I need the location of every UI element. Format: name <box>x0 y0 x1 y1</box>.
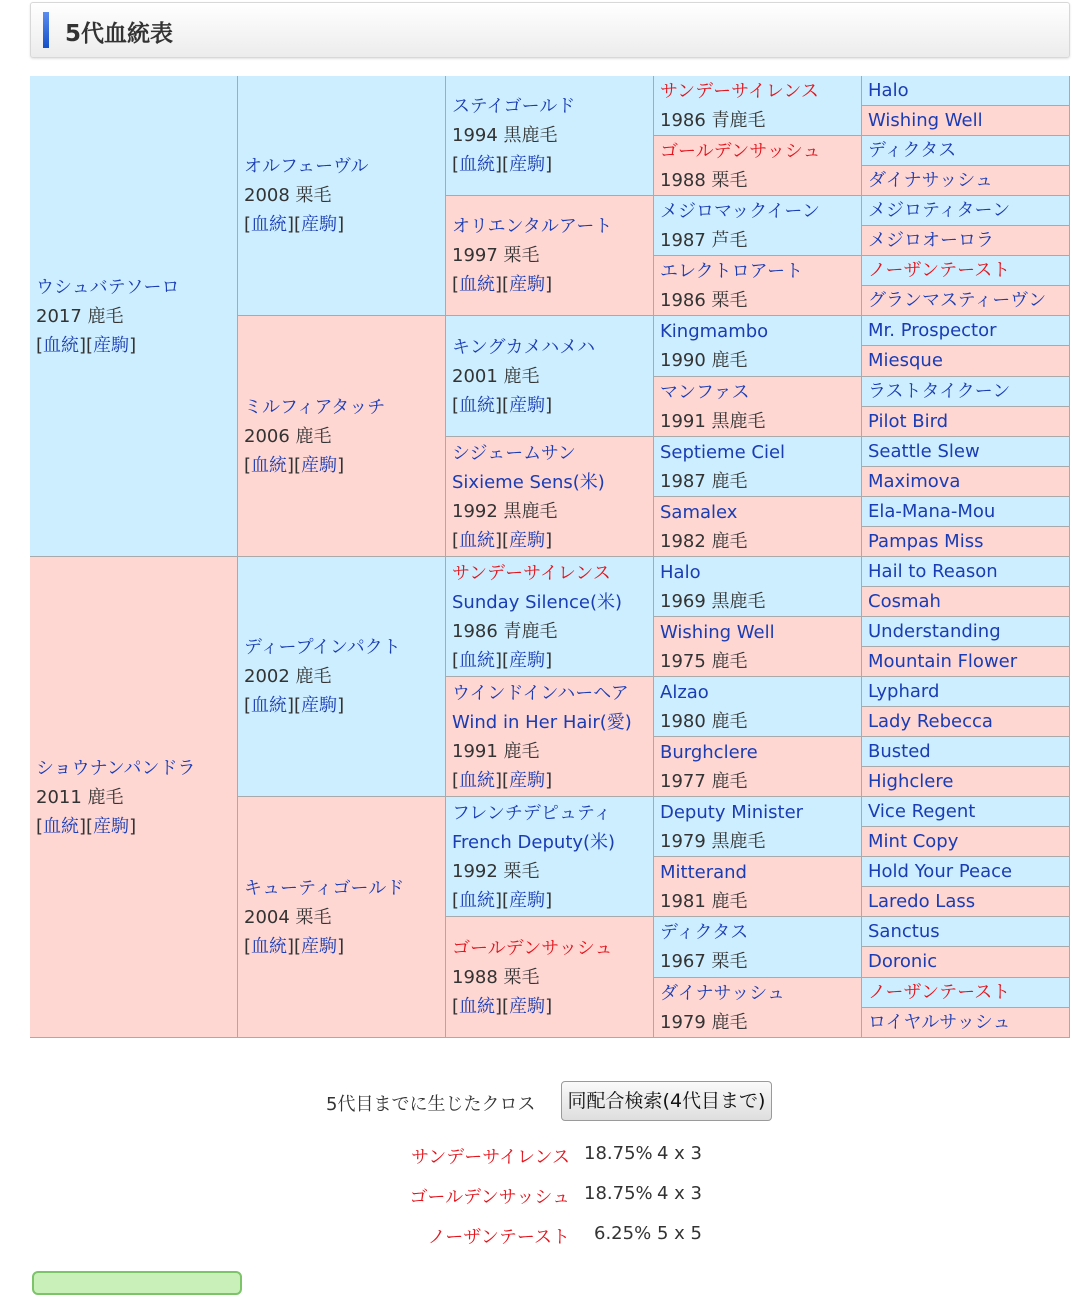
pedigree-cell-g5 <box>862 286 1070 316</box>
pedigree-cell-g5 <box>862 617 1070 647</box>
horse-year-coat: 1990 鹿毛 <box>660 350 748 371</box>
horse-name-link[interactable]: Hold Your Peace <box>868 861 1013 882</box>
pedigree-cell-g1 <box>30 557 238 1038</box>
horse-links: [血統][産駒] <box>36 815 137 837</box>
pedigree-cell-g5 <box>862 737 1070 767</box>
horse-name-link[interactable]: Wishing Well <box>660 621 775 643</box>
section-header <box>30 2 1070 58</box>
horse-year-coat: 1986 栗毛 <box>660 289 748 311</box>
horse-name-link[interactable]: Halo <box>868 80 909 101</box>
pedigree-cell-g5 <box>862 407 1070 437</box>
horse-name-link[interactable]: Deputy Minister <box>660 801 804 823</box>
horse-name-link[interactable]: ショウナンパンドラ <box>36 757 196 779</box>
horse-links: [血統][産駒] <box>36 334 137 356</box>
horse-links: [血統][産駒] <box>452 889 553 911</box>
pedigree-cell-g5 <box>862 978 1070 1008</box>
horse-name-link[interactable]: キューティゴールド <box>244 877 405 899</box>
horse-year-coat: 1986 青鹿毛 <box>452 620 558 642</box>
pedigree-cell-g3 <box>446 677 654 797</box>
pedigree-cell-g4 <box>654 978 862 1038</box>
horse-year-coat: 1991 黒鹿毛 <box>660 410 766 432</box>
horse-name-link[interactable]: Septieme Ciel <box>660 441 786 463</box>
horse-name-link[interactable]: メジロティターン <box>868 200 1011 221</box>
horse-name-link[interactable]: ディクタス <box>660 922 749 943</box>
horse-name-link[interactable]: Highclere <box>868 771 954 792</box>
horse-name-link[interactable]: グランマスティーヴン <box>868 290 1047 311</box>
horse-year-coat: 2006 鹿毛 <box>244 425 332 447</box>
horse-links: [血統][産駒] <box>452 394 553 416</box>
pedigree-link[interactable]: 血統 <box>251 214 288 235</box>
pedigree-cell-g4 <box>654 617 862 677</box>
pedigree-cell-g5 <box>862 557 1070 587</box>
pedigree-cell-g2 <box>238 76 446 316</box>
pedigree-link[interactable]: 血統 <box>459 394 496 416</box>
pedigree-link[interactable]: 血統 <box>459 529 496 551</box>
pedigree-cell-g5 <box>862 226 1070 256</box>
horse-name-link[interactable]: Wishing Well <box>868 110 983 131</box>
pedigree-cell-g4 <box>654 917 862 978</box>
horse-year-coat: 1987 鹿毛 <box>660 470 748 492</box>
horse-name-link[interactable]: ノーザンテースト <box>868 982 1011 1003</box>
pedigree-link[interactable]: 血統 <box>459 154 496 175</box>
horse-name-link[interactable]: Cosmah <box>868 591 941 612</box>
horse-foreign-name-link[interactable]: Wind in Her Hair(愛) <box>452 711 632 733</box>
pedigree-cell-g2 <box>238 797 446 1038</box>
pedigree-link[interactable]: 血統 <box>459 769 496 791</box>
horse-name-link[interactable]: シジェームサン <box>452 442 576 464</box>
pedigree-cell-g5 <box>862 166 1070 196</box>
offspring-link[interactable]: 産駒 <box>301 935 338 957</box>
pedigree-cell-g4 <box>654 256 862 316</box>
horse-year-coat: 2011 鹿毛 <box>36 786 124 808</box>
offspring-link[interactable]: 産駒 <box>301 214 338 235</box>
horse-name-link[interactable]: ステイゴールド <box>452 96 576 117</box>
pedigree-cell-g5 <box>862 857 1070 887</box>
horse-year-coat: 1979 黒鹿毛 <box>660 830 766 852</box>
pedigree-cell-g4 <box>654 677 862 737</box>
cross-percentage: 6.25% <box>594 1223 652 1244</box>
horse-name-link[interactable]: サンデーサイレンス <box>452 562 611 584</box>
horse-name-link[interactable]: サンデーサイレンス <box>660 80 819 102</box>
pedigree-cell-g4 <box>654 316 862 377</box>
pedigree-cell-g4 <box>654 557 862 617</box>
pedigree-link[interactable]: 血統 <box>251 935 288 957</box>
pedigree-cell-g2 <box>238 557 446 797</box>
pedigree-cell-g5 <box>862 196 1070 226</box>
pedigree-cell-g4 <box>654 437 862 497</box>
horse-name-link[interactable]: ディープインパクト <box>244 637 401 658</box>
pedigree-cell-g5 <box>862 917 1070 947</box>
horse-name-link[interactable]: ゴールデンサッシュ <box>452 937 613 959</box>
horse-name-link[interactable]: Mint Copy <box>868 831 959 852</box>
horse-links: [血統][産駒] <box>244 214 345 235</box>
section-title: 5代血統表 <box>65 21 174 47</box>
pedigree-cell-g4 <box>654 196 862 256</box>
horse-name-link[interactable]: Understanding <box>868 621 1001 642</box>
horse-name-link[interactable]: Mr. Prospector <box>868 320 997 341</box>
horse-year-coat: 1991 鹿毛 <box>452 740 540 762</box>
horse-name-link[interactable]: ノーザンテースト <box>868 260 1011 281</box>
pedigree-link[interactable]: 血統 <box>459 274 496 295</box>
horse-name-link[interactable]: オルフェーヴル <box>244 156 369 177</box>
cross-horse-name[interactable]: サンデーサイレンス <box>411 1147 570 1168</box>
pedigree-link[interactable]: 血統 <box>251 454 288 476</box>
pedigree-cell-g3 <box>446 797 654 917</box>
pedigree-cell-g5 <box>862 947 1070 978</box>
horse-name-link[interactable]: ウインドインハーヘア <box>452 682 629 704</box>
horse-links: [血統][産駒] <box>452 769 553 791</box>
horse-name-link[interactable]: オリエンタルアート <box>452 216 613 237</box>
pedigree-cell-g4 <box>654 737 862 797</box>
cross-generation: 4 x 3 <box>657 1143 702 1164</box>
horse-name-link[interactable]: Alzao <box>660 681 709 703</box>
horse-name-link[interactable]: Sanctus <box>868 921 940 942</box>
horse-name-link[interactable]: メジロオーロラ <box>868 230 994 251</box>
horse-name-link[interactable]: ディクタス <box>868 140 957 161</box>
cross-generation: 4 x 3 <box>657 1183 702 1204</box>
pedigree-cell-g3 <box>446 76 654 196</box>
offspring-link[interactable]: 産駒 <box>301 454 338 476</box>
cross-percentage: 18.75% <box>584 1183 653 1204</box>
horse-year-coat: 1979 鹿毛 <box>660 1011 748 1033</box>
pedigree-cell-g5 <box>862 1008 1070 1038</box>
pedigree-cell-g4 <box>654 497 862 557</box>
horse-year-coat: 1975 鹿毛 <box>660 650 748 672</box>
horse-foreign-name-link[interactable]: Sunday Silence(米) <box>452 591 622 613</box>
offspring-link[interactable]: 産駒 <box>509 769 546 791</box>
horse-year-coat: 2017 鹿毛 <box>36 305 124 327</box>
cross-percentage: 18.75% <box>584 1143 653 1164</box>
horse-name-link[interactable]: ミルフィアタッチ <box>244 396 386 418</box>
horse-name-link[interactable]: ゴールデンサッシュ <box>660 140 821 162</box>
horse-links: [血統][産駒] <box>244 935 345 957</box>
pedigree-cell-g5 <box>862 827 1070 857</box>
pedigree-cell-g5 <box>862 587 1070 617</box>
cross-horse-name[interactable]: ゴールデンサッシュ <box>409 1187 570 1208</box>
offspring-link[interactable]: 産駒 <box>93 334 130 356</box>
cross-horse-name[interactable]: ノーザンテースト <box>427 1227 570 1248</box>
horse-name-link[interactable]: Lady Rebecca <box>868 711 993 732</box>
green-action-button[interactable] <box>32 1271 242 1295</box>
offspring-link[interactable]: 産駒 <box>509 394 546 416</box>
horse-name-link[interactable]: Maximova <box>868 471 961 492</box>
horse-links: [血統][産駒] <box>452 995 553 1017</box>
pedigree-cell-g5 <box>862 256 1070 286</box>
horse-year-coat: 1967 栗毛 <box>660 951 748 972</box>
pedigree-cell-g4 <box>654 857 862 917</box>
pedigree-cell-g4 <box>654 76 862 136</box>
horse-name-link[interactable]: Lyphard <box>868 681 940 702</box>
pedigree-cell-g5 <box>862 76 1070 106</box>
pedigree-link[interactable]: 血統 <box>43 815 80 837</box>
horse-year-coat: 2001 鹿毛 <box>452 365 540 387</box>
horse-name-link[interactable]: Seattle Slew <box>868 441 980 462</box>
pedigree-cell-g5 <box>862 647 1070 677</box>
horse-year-coat: 1994 黒鹿毛 <box>452 125 558 146</box>
pedigree-cell-g5 <box>862 437 1070 467</box>
pedigree-cell-g4 <box>654 797 862 857</box>
horse-links: [血統][産駒] <box>244 454 345 476</box>
pedigree-link[interactable]: 血統 <box>459 995 496 1017</box>
horse-name-link[interactable]: Ela-Mana-Mou <box>868 501 996 522</box>
same-mating-search-button[interactable]: 同配合検索(4代目まで) <box>561 1081 772 1121</box>
pedigree-cell-g3 <box>446 196 654 316</box>
pedigree-link[interactable]: 血統 <box>459 649 496 671</box>
horse-links: [血統][産駒] <box>452 529 553 551</box>
pedigree-cell-g5 <box>862 316 1070 346</box>
header-accent-bar <box>43 12 49 48</box>
horse-name-link[interactable]: ラストタイクーン <box>868 381 1011 402</box>
horse-year-coat: 1987 芦毛 <box>660 229 748 251</box>
horse-name-link[interactable]: Busted <box>868 741 931 762</box>
offspring-link[interactable]: 産駒 <box>301 695 338 716</box>
pedigree-cell-g5 <box>862 797 1070 827</box>
horse-year-coat: 1969 黒鹿毛 <box>660 590 766 612</box>
pedigree-cell-g3 <box>446 557 654 677</box>
offspring-link[interactable]: 産駒 <box>509 154 546 175</box>
pedigree-link[interactable]: 血統 <box>43 334 80 356</box>
horse-name-link[interactable]: Pilot Bird <box>868 411 949 432</box>
offspring-link[interactable]: 産駒 <box>509 649 546 671</box>
horse-name-link[interactable]: キングカメハメハ <box>452 336 596 358</box>
pedigree-cell-g5 <box>862 677 1070 707</box>
horse-name-link[interactable]: マンファス <box>660 381 750 403</box>
horse-year-coat: 1980 鹿毛 <box>660 710 748 732</box>
horse-year-coat: 1997 栗毛 <box>452 245 540 266</box>
horse-name-link[interactable]: Halo <box>660 561 701 583</box>
cross-label: 5代目までに生じたクロス <box>326 1094 536 1115</box>
horse-year-coat: 1977 鹿毛 <box>660 770 748 792</box>
horse-links: [血統][産駒] <box>244 695 345 716</box>
pedigree-cell-g3 <box>446 917 654 1038</box>
offspring-link[interactable]: 産駒 <box>93 815 130 837</box>
pedigree-cell-g5 <box>862 106 1070 136</box>
cross-generation: 5 x 5 <box>657 1223 702 1244</box>
horse-year-coat: 1982 鹿毛 <box>660 530 748 552</box>
horse-name-link[interactable]: Kingmambo <box>660 321 769 342</box>
horse-name-link[interactable]: Laredo Lass <box>868 891 976 912</box>
horse-name-link[interactable]: Samalex <box>660 501 738 523</box>
offspring-link[interactable]: 産駒 <box>509 274 546 295</box>
pedigree-cell-g5 <box>862 136 1070 166</box>
horse-year-coat: 1992 栗毛 <box>452 860 540 882</box>
pedigree-cell-g4 <box>654 377 862 437</box>
horse-name-link[interactable]: Miesque <box>868 350 943 371</box>
horse-year-coat: 1988 栗毛 <box>452 966 540 988</box>
pedigree-cell-g2 <box>238 316 446 557</box>
pedigree-cell-g5 <box>862 377 1070 407</box>
horse-name-link[interactable]: Vice Regent <box>868 801 976 822</box>
horse-name-link[interactable]: ロイヤルサッシュ <box>868 1012 1011 1033</box>
horse-year-coat: 1981 鹿毛 <box>660 890 748 912</box>
horse-year-coat: 2004 栗毛 <box>244 906 332 928</box>
horse-links: [血統][産駒] <box>452 274 553 295</box>
pedigree-cell-g5 <box>862 527 1070 557</box>
horse-name-link[interactable]: ダイナサッシュ <box>660 982 785 1004</box>
horse-name-link[interactable]: ダイナサッシュ <box>868 170 993 191</box>
horse-year-coat: 1988 栗毛 <box>660 169 748 191</box>
horse-name-link[interactable]: Burghclere <box>660 741 758 763</box>
pedigree-cell-g5 <box>862 346 1070 377</box>
offspring-link[interactable]: 産駒 <box>509 889 546 911</box>
pedigree-cell-g5 <box>862 887 1070 917</box>
horse-name-link[interactable]: Mitterand <box>660 861 747 883</box>
pedigree-cell-g4 <box>654 136 862 196</box>
pedigree-cell-g5 <box>862 767 1070 797</box>
horse-foreign-name-link[interactable]: Sixieme Sens(米) <box>452 471 605 493</box>
offspring-link[interactable]: 産駒 <box>509 995 546 1017</box>
horse-name-link[interactable]: Mountain Flower <box>868 651 1018 672</box>
pedigree-link[interactable]: 血統 <box>459 889 496 911</box>
horse-name-link[interactable]: Pampas Miss <box>868 531 984 552</box>
pedigree-cell-g3 <box>446 437 654 557</box>
horse-name-link[interactable]: Hail to Reason <box>868 561 998 582</box>
pedigree-cell-g5 <box>862 707 1070 737</box>
horse-foreign-name-link[interactable]: French Deputy(米) <box>452 831 616 853</box>
horse-name-link[interactable]: エレクトロアート <box>660 260 804 282</box>
horse-name-link[interactable]: フレンチデピュティ <box>452 802 612 824</box>
horse-name-link[interactable]: メジロマックイーン <box>660 200 821 222</box>
pedigree-cell-g5 <box>862 467 1070 497</box>
pedigree-cell-g3 <box>446 316 654 437</box>
horse-year-coat: 1992 黒鹿毛 <box>452 500 558 522</box>
horse-links: [血統][産駒] <box>452 154 553 175</box>
pedigree-cell-g5 <box>862 497 1070 527</box>
horse-year-coat: 2008 栗毛 <box>244 185 332 206</box>
horse-name-link[interactable]: ウシュバテソーロ <box>36 276 180 298</box>
pedigree-link[interactable]: 血統 <box>251 695 288 716</box>
horse-links: [血統][産駒] <box>452 649 553 671</box>
horse-year-coat: 2002 鹿毛 <box>244 666 332 687</box>
pedigree-cell-g1 <box>30 76 238 557</box>
horse-year-coat: 1986 青鹿毛 <box>660 109 766 131</box>
horse-name-link[interactable]: Doronic <box>868 951 938 972</box>
offspring-link[interactable]: 産駒 <box>509 529 546 551</box>
